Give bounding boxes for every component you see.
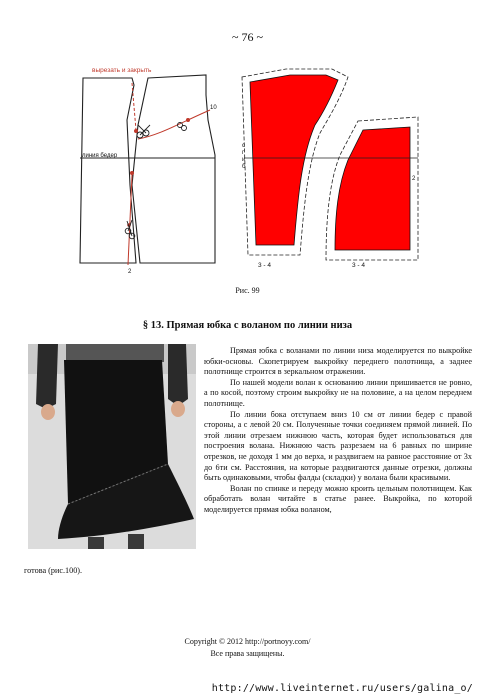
skirt-piece-2 — [326, 117, 418, 260]
right-leg — [128, 534, 144, 549]
paragraph-4: Волан по спинке и переду можно кроить цельным полотнищем. Как обработать волан читайте в статье ранее. Выкройка, по которой моделируется прямая юбка воланом, — [204, 483, 472, 514]
hip-line-label: линия бедер — [82, 153, 118, 159]
number-2-label: 2 — [128, 269, 132, 275]
paragraph-2: По нашей модели волан к основанию линии пришивается не ровно, а по косой, поэтому строим выкройку не на половине, а на целом переднем полотнище. — [204, 377, 472, 408]
vertical-letter-4: б — [242, 164, 246, 170]
footer — [0, 636, 495, 660]
skirt-piece-1 — [242, 69, 348, 255]
section-title: § 13. Прямая юбка с воланом по линии низа — [142, 320, 353, 331]
left-hand — [41, 404, 55, 420]
left-arm — [36, 344, 58, 409]
vertical-letter-2: г — [242, 150, 245, 156]
scissors-icon — [137, 125, 150, 138]
watermark-url: http://www.liveinternet.ru/users/galina_o/ — [211, 683, 473, 694]
right-arm — [168, 344, 188, 406]
pattern-figure — [70, 55, 430, 285]
vertical-letter-1: с — [242, 143, 245, 149]
vertical-letter-3: и — [242, 157, 246, 163]
paragraph-1: Прямая юбка с воланами по линии низа моделируется по выкройке юбки-основы. Скопетрируем выкройку переднего полотнища, а заднее полотнище строится в зеркальном отражении. — [204, 346, 472, 377]
left-leg — [88, 537, 104, 549]
number-10-label: 10 — [210, 105, 217, 111]
vertical-label — [242, 143, 247, 170]
rights-line: Все права защищены. — [210, 649, 285, 658]
cut-close-label: вырезать и закрыть — [92, 67, 152, 74]
piece2-number: 2 — [412, 176, 416, 182]
right-hand — [171, 401, 185, 417]
piece-label-1: 3 - 4 — [258, 262, 272, 269]
page-number: ~ 76 ~ — [232, 30, 263, 44]
figure-caption: Рис. 99 — [235, 286, 260, 295]
trailing-text: готова (рис.100). — [24, 566, 83, 575]
body-text — [204, 346, 472, 516]
cut-lines — [128, 83, 210, 265]
paragraph-3: По линии бока отступаем вниз 10 см от линии бедер с правой стороны, а с левой 20 см. Полученные точки соединяем прямой линией. По этой линии отрезаем нижнюю часть, которая будет использоваться для построения волана. Нижнюю часть разрезаем на 6 равных по ширине отрезков, не доходя 1 мм до верха, и раздвигаем на равное расстояние от 3х до 6ти см. Расстояния, на которые раздвигаются данные отрезки, должны быть одинаковыми, чтобы фалды (складки) у волана были красивыми. — [204, 409, 472, 483]
skirt-photo — [28, 344, 196, 549]
scissors-icon — [178, 123, 187, 131]
copyright-line: Copyright © 2012 http://portnoyy.com/ — [184, 637, 311, 646]
top — [66, 344, 164, 362]
piece-label-2: 3 - 4 — [352, 262, 366, 269]
skirt-base-pattern — [80, 75, 215, 263]
